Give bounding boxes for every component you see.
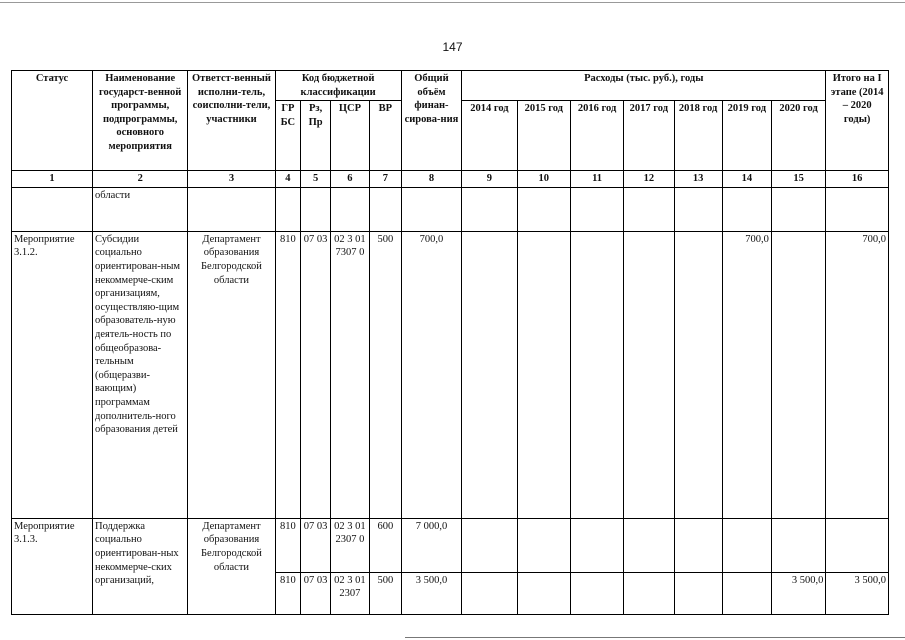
header-status: Статус <box>12 71 93 171</box>
row-csr: 02 3 01 2307 0 <box>330 518 369 572</box>
row-2014 <box>462 518 517 572</box>
row-2019 <box>722 572 771 614</box>
row-vr: 600 <box>369 518 401 572</box>
continuation-name: области <box>93 187 188 231</box>
bottom-rule <box>405 637 905 638</box>
header-expenses: Расходы (тыс. руб.), годы <box>462 71 826 101</box>
row-total: 7 000,0 <box>401 518 462 572</box>
column-number: 16 <box>826 171 889 188</box>
row-2014 <box>462 231 517 518</box>
row-2016 <box>570 231 623 518</box>
column-number: 14 <box>722 171 771 188</box>
row-csr: 02 3 01 2307 <box>330 572 369 614</box>
row-2015 <box>517 572 570 614</box>
header-rzpr: Рз, Пр <box>301 101 331 171</box>
column-number: 8 <box>401 171 462 188</box>
row-stage-total <box>826 518 889 572</box>
row-grbs: 810 <box>275 572 301 614</box>
header-2014: 2014 год <box>462 101 517 171</box>
row-responsible: Департамент образования Белгородской области <box>188 231 275 518</box>
header-stage-total: Итого на I этапе (2014 – 2020 годы) <box>826 71 889 171</box>
row-2017 <box>624 231 674 518</box>
table-row <box>12 518 889 572</box>
page-number: 147 <box>442 40 463 54</box>
row-2020 <box>771 231 825 518</box>
column-number: 4 <box>275 171 301 188</box>
row-2015 <box>517 231 570 518</box>
top-rule <box>0 2 905 3</box>
row-name: Поддержка социально ориентирован-ных некоммерче-ских организаций, <box>93 518 188 614</box>
row-name: Субсидии социально ориентирован-ным некоммерче-ским организациям, осуществляю-щим образователь-ную деятель-ность по общеобразова-тельным (общеразви-вающим) программам дополнитель-ного образования детей <box>93 231 188 518</box>
row-2019 <box>722 518 771 572</box>
row-2016 <box>570 518 623 572</box>
row-2015 <box>517 518 570 572</box>
row-rzpr: 07 03 <box>301 231 331 518</box>
column-number: 1 <box>12 171 93 188</box>
row-2016 <box>570 572 623 614</box>
row-responsible: Департамент образования Белгородской области <box>188 518 275 614</box>
header-responsible: Ответст-венный исполни-тель, соисполни-тели, участники <box>188 71 275 171</box>
column-number: 9 <box>462 171 517 188</box>
row-2018 <box>674 572 722 614</box>
row-stage-total: 700,0 <box>826 231 889 518</box>
row-2018 <box>674 518 722 572</box>
column-number: 12 <box>624 171 674 188</box>
row-status: Мероприятие 3.1.3. <box>12 518 93 614</box>
row-vr: 500 <box>369 231 401 518</box>
header-2018: 2018 год <box>674 101 722 171</box>
header-2019: 2019 год <box>722 101 771 171</box>
column-number: 2 <box>93 171 188 188</box>
budget-table <box>11 70 889 615</box>
column-number: 15 <box>771 171 825 188</box>
header-2020: 2020 год <box>771 101 825 171</box>
header-total-volume: Общий объём финан-сирова-ния <box>401 71 462 171</box>
column-number: 11 <box>570 171 623 188</box>
row-2017 <box>624 518 674 572</box>
column-number-row <box>12 171 889 188</box>
header-csr: ЦСР <box>330 101 369 171</box>
row-stage-total: 3 500,0 <box>826 572 889 614</box>
row-rzpr: 07 03 <box>301 518 331 572</box>
header-budget-code: Код бюджетной классификации <box>275 71 401 101</box>
row-grbs: 810 <box>275 231 301 518</box>
header-grbs: ГР БС <box>275 101 301 171</box>
table-row <box>12 231 889 518</box>
row-2017 <box>624 572 674 614</box>
column-number: 5 <box>301 171 331 188</box>
row-vr: 500 <box>369 572 401 614</box>
table-row <box>12 187 889 231</box>
column-number: 3 <box>188 171 275 188</box>
column-number: 13 <box>674 171 722 188</box>
row-2014 <box>462 572 517 614</box>
column-number: 7 <box>369 171 401 188</box>
row-2020 <box>771 518 825 572</box>
header-2017: 2017 год <box>624 101 674 171</box>
header-vr: ВР <box>369 101 401 171</box>
header-2015: 2015 год <box>517 101 570 171</box>
header-name: Наименование государст-венной программы, подпрограммы, основного мероприятия <box>93 71 188 171</box>
row-total: 3 500,0 <box>401 572 462 614</box>
row-total: 700,0 <box>401 231 462 518</box>
column-number: 6 <box>330 171 369 188</box>
row-rzpr: 07 03 <box>301 572 331 614</box>
column-number: 10 <box>517 171 570 188</box>
row-status: Мероприятие 3.1.2. <box>12 231 93 518</box>
row-csr: 02 3 01 7307 0 <box>330 231 369 518</box>
row-grbs: 810 <box>275 518 301 572</box>
row-2020: 3 500,0 <box>771 572 825 614</box>
row-2019: 700,0 <box>722 231 771 518</box>
header-2016: 2016 год <box>570 101 623 171</box>
row-2018 <box>674 231 722 518</box>
